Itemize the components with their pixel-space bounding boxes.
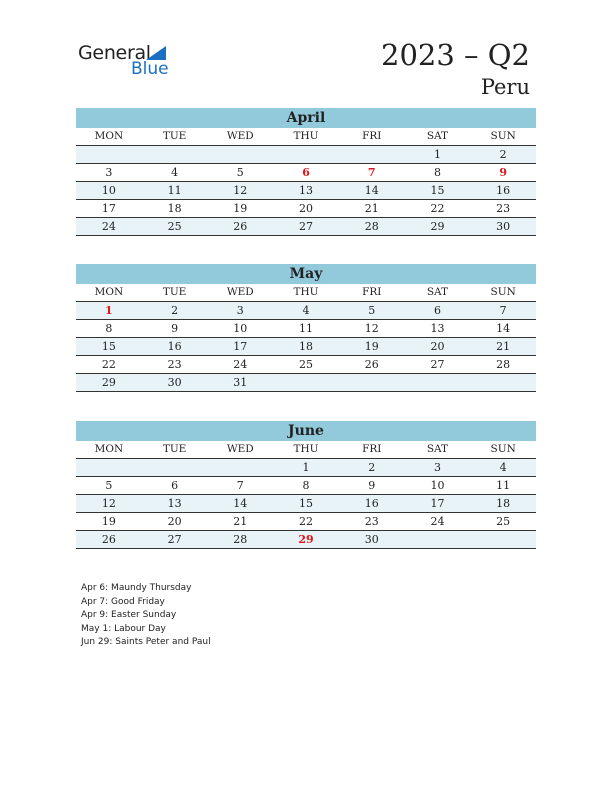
date-cell: 3 [105,166,113,179]
week-row [76,374,536,392]
holiday-date-cell: 9 [499,166,507,179]
date-cell [405,531,471,548]
date-cell: 25 [299,358,314,371]
date-cell: 5 [236,166,244,179]
month-june [76,421,536,549]
date-cell: 24 [430,515,445,528]
date-cell: 17 [101,202,116,215]
date-cell: 16 [167,340,182,353]
date-cell [76,459,142,476]
date-cell: 15 [430,184,445,197]
date-cell: 26 [101,533,116,546]
date-cell: 28 [233,533,248,546]
weekday-label: SAT [426,286,449,298]
weekday-label: WED [226,130,254,142]
week-row [76,338,536,356]
weekday-label: FRI [362,443,382,455]
date-cell: 22 [299,515,314,528]
weekday-label: SUN [490,130,516,142]
date-cell [339,374,405,391]
date-cell: 24 [233,358,248,371]
date-cell: 14 [364,184,379,197]
date-cell [142,146,208,163]
date-cell: 1 [302,461,310,474]
date-cell [273,374,339,391]
country-name: Peru [480,75,530,99]
holiday-date-cell: 6 [302,166,310,179]
date-cell: 17 [233,340,248,353]
date-cell: 14 [496,322,511,335]
weekday-label: TUE [162,443,187,455]
date-cell [273,146,339,163]
date-cell: 9 [171,322,179,335]
weekday-label: MON [94,443,124,455]
date-cell: 28 [364,220,379,233]
date-cell [470,531,536,548]
week-row [76,302,536,320]
date-cell: 19 [101,515,116,528]
date-cell [76,146,142,163]
week-row [76,495,536,513]
date-cell: 6 [433,304,441,317]
week-row [76,164,536,182]
date-cell: 30 [496,220,511,233]
date-cell: 19 [233,202,248,215]
date-cell: 4 [302,304,310,317]
date-cell: 18 [299,340,314,353]
date-cell: 22 [101,358,116,371]
week-row [76,146,536,164]
date-cell: 12 [101,497,116,510]
date-cell: 11 [496,479,511,492]
date-cell: 25 [496,515,511,528]
date-cell: 18 [496,497,511,510]
date-cell: 23 [364,515,379,528]
date-cell: 29 [430,220,445,233]
week-row [76,531,536,549]
date-cell: 27 [299,220,314,233]
date-cell: 10 [430,479,445,492]
holiday-note: Jun 29: Saints Peter and Paul [81,637,211,647]
weekday-label: FRI [362,286,382,298]
date-cell: 2 [368,461,376,474]
week-row [76,513,536,531]
date-cell: 11 [299,322,314,335]
weekday-label: TUE [162,130,187,142]
date-cell: 7 [499,304,507,317]
date-cell: 5 [105,479,113,492]
week-row [76,320,536,338]
date-cell: 3 [433,461,441,474]
date-cell [470,374,536,391]
date-cell: 1 [433,148,441,161]
date-cell: 7 [236,479,244,492]
holiday-date-cell: 29 [298,533,314,546]
date-cell: 30 [167,376,182,389]
holiday-note: May 1: Labour Day [81,623,166,634]
week-row [76,477,536,495]
date-cell: 10 [233,322,248,335]
date-cell: 20 [167,515,182,528]
date-cell: 28 [496,358,511,371]
date-cell [339,146,405,163]
weekday-label: FRI [362,130,382,142]
weekday-label: SUN [490,443,516,455]
logo-general-text: General [78,42,151,64]
date-cell: 2 [171,304,179,317]
date-cell [207,459,273,476]
date-cell [207,146,273,163]
date-cell: 27 [430,358,445,371]
date-cell: 25 [167,220,182,233]
weekday-label: WED [226,443,254,455]
date-cell: 21 [364,202,379,215]
week-row [76,356,536,374]
date-cell: 30 [364,533,379,546]
weekday-label: MON [94,130,124,142]
date-cell: 23 [167,358,182,371]
date-cell: 26 [233,220,248,233]
date-cell: 16 [496,184,511,197]
date-cell: 31 [233,376,248,389]
holiday-date-cell: 1 [105,304,113,317]
date-cell: 12 [233,184,248,197]
page-title: 2023 – Q2 [381,38,530,72]
date-cell: 8 [302,479,310,492]
holiday-note: Apr 7: Good Friday [81,596,165,607]
date-cell: 2 [499,148,507,161]
date-cell: 20 [299,202,314,215]
date-cell: 13 [430,322,445,335]
date-cell [142,459,208,476]
holiday-note: Apr 9: Easter Sunday [81,610,177,620]
date-cell: 13 [299,184,314,197]
date-cell: 16 [364,497,379,510]
week-row [76,200,536,218]
weekday-label: TUE [162,286,187,298]
date-cell: 18 [167,202,182,215]
holiday-date-cell: 7 [367,166,376,179]
weekday-label: THU [293,130,319,142]
date-cell: 9 [368,479,376,492]
date-cell [405,374,471,391]
date-cell: 4 [171,166,179,179]
week-row [76,218,536,236]
weekday-label: WED [226,286,254,298]
date-cell: 15 [299,497,314,510]
week-row [76,182,536,200]
weekday-header-row [76,128,536,146]
date-cell: 29 [101,376,116,389]
weekday-header-row [76,284,536,302]
date-cell: 6 [171,479,179,492]
date-cell: 27 [167,533,182,546]
month-title: June [76,421,536,441]
date-cell: 4 [499,461,507,474]
date-cell: 15 [101,340,116,353]
date-cell: 13 [167,497,182,510]
date-cell: 8 [433,166,441,179]
date-cell: 14 [233,497,248,510]
logo-triangle-icon [146,46,166,60]
week-row [76,459,536,477]
date-cell: 20 [430,340,445,353]
date-cell: 10 [101,184,116,197]
weekday-label: SAT [426,130,449,142]
holiday-notes [81,582,211,650]
date-cell: 5 [368,304,376,317]
date-cell: 21 [233,515,248,528]
date-cell: 3 [236,304,244,317]
month-may [76,264,536,392]
weekday-label: THU [293,286,319,298]
month-april [76,108,536,236]
logo-blue-text: Blue [131,59,169,79]
holiday-note: Apr 6: Maundy Thursday [81,583,192,593]
date-cell: 22 [430,202,445,215]
date-cell: 19 [364,340,379,353]
weekday-label: SUN [490,286,516,298]
logo [78,42,178,82]
month-title: April [76,108,536,128]
date-cell: 12 [364,322,379,335]
weekday-label: SAT [426,443,449,455]
date-cell: 8 [105,322,113,335]
date-cell: 23 [496,202,511,215]
weekday-label: THU [293,443,319,455]
weekday-label: MON [94,286,124,298]
date-cell: 26 [364,358,379,371]
weekday-header-row [76,441,536,459]
date-cell: 11 [167,184,182,197]
date-cell: 24 [101,220,116,233]
month-title: May [76,264,536,284]
date-cell: 21 [496,340,511,353]
date-cell: 17 [430,497,445,510]
